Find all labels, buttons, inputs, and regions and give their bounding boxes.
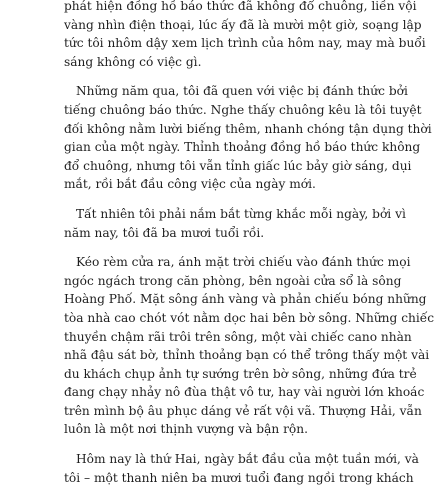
text-line: Tất nhiên tôi phải nắm bắt từng khắc mỗi ngày, bởi vì [76, 206, 406, 221]
paragraph-3 [64, 205, 406, 242]
paragraph-5 [64, 450, 419, 487]
text-line: gian của một ngày. Thỉnh thoảng đồng hồ báo thức không [64, 140, 421, 155]
text-line: phát hiện đồng hồ báo thức đã không đổ chuông, liền vội [64, 0, 417, 13]
text-line: tức tôi nhôm dậy xem lịch trình của hôm nay, may mà buổi [64, 36, 426, 51]
text-line: tôi – một thanh niên ba mươi tuổi đang ngồi trong khách [64, 470, 414, 485]
text-line: Hôm nay là thứ Hai, ngày bắt đầu của một tuần mới, và [76, 452, 419, 467]
text-line: mắt, rồi bắt đầu công việc của ngày mới. [64, 177, 316, 192]
text-line: đổ chuông, nhưng tôi vẫn tỉnh giấc lúc bảy giờ sáng, dụi [64, 158, 412, 173]
text-line: tòa nhà cao chót vót nằm dọc hai bên bờ sông. Những chiếc [64, 310, 434, 325]
paragraph-2 [64, 82, 432, 194]
text-line: Những năm qua, tôi đã quen với việc bị đánh thức bởi [76, 84, 408, 99]
text-line: sáng không có việc gì. [64, 54, 202, 69]
body-text [64, 0, 434, 498]
paragraph-4 [64, 253, 434, 439]
text-line: đang chạy nhảy nô đùa thật vô tư, hay vài người lớn khoác [64, 385, 425, 400]
text-line: ngóc ngách trong căn phòng, bên ngoài cửa sổ là sông [64, 273, 402, 288]
text-line: thuyền chậm rãi trôi trên sông, một vài chiếc cano nhàn [64, 329, 412, 344]
paragraph-1 [64, 0, 426, 71]
text-line: năm nay, tôi đã ba mươi tuổi rồi. [64, 225, 265, 240]
text-line: trên mình bộ âu phục dáng vẻ rất vội vã. Thượng Hải, vẫn [64, 403, 422, 418]
text-line: luôn là một nơi thịnh vượng và bận rộn. [64, 422, 308, 437]
text-line: vàng nhìn điện thoại, lúc ấy đã là mười một giờ, soạng lập [64, 17, 422, 32]
text-line: tiếng chuông báo thức. Nghe thấy chuông kêu là tôi tuyệt [64, 102, 422, 117]
text-line: du khách chụp ảnh tự sướng trên bờ sông, những đứa trẻ [64, 366, 417, 381]
text-line: Kéo rèm cửa ra, ánh mặt trời chiếu vào đánh thức mọi [76, 255, 411, 270]
text-line: nhã đậu sát bờ, thỉnh thoảng bạn có thể trông thấy một vài [64, 348, 430, 363]
text-line: Hoàng Phố. Mặt sông ánh vàng và phản chiếu bóng những [64, 292, 427, 307]
text-line: đối không nằm lười biếng thêm, nhanh chóng tận dụng thời [64, 121, 432, 136]
